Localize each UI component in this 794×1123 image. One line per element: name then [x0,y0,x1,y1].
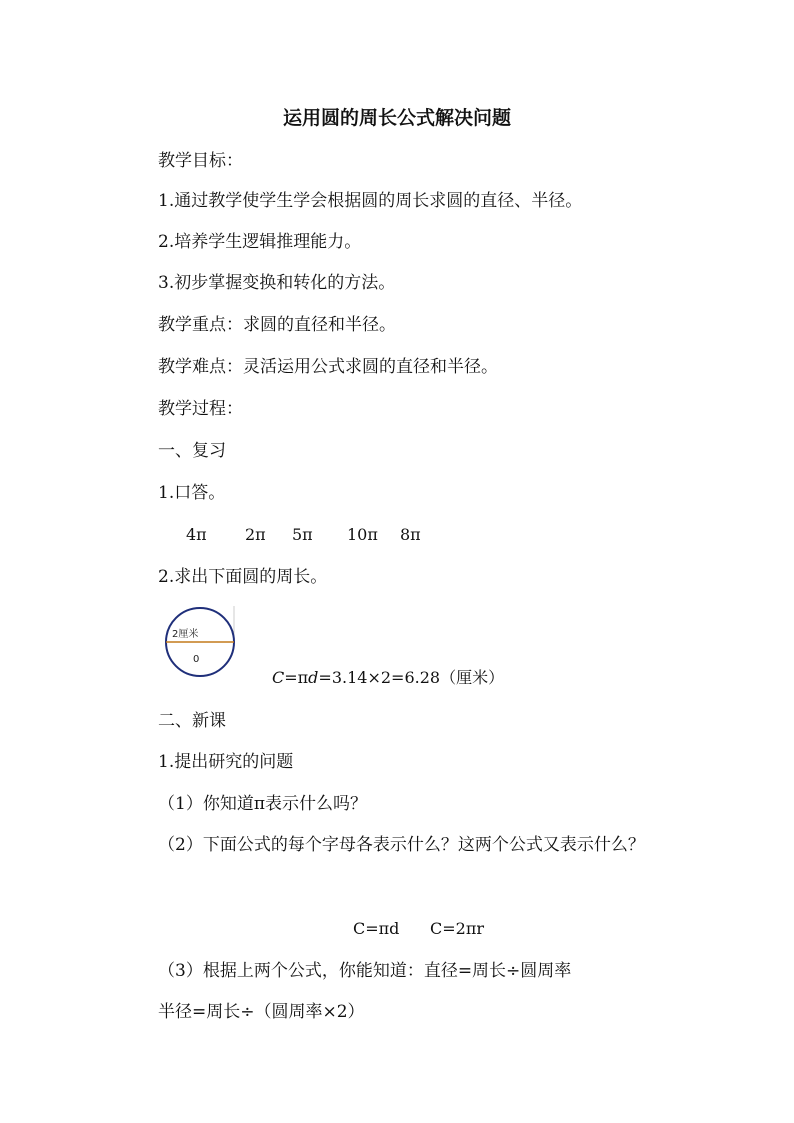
formula-var-c: C [272,668,285,687]
goal-1: 1.通过教学使学生学会根据圆的周长求圆的直径、半径。 [158,191,583,211]
circumference-calculation [272,667,504,689]
radius-formula-text: 半径=周长÷（圆周率×2） [158,1002,365,1022]
center-label: 0 [193,654,200,665]
pi-value: 10π [347,525,378,544]
pi-value: 5π [292,525,313,544]
formula-eq-pi: =π [284,668,309,687]
formula-var-d: d [308,668,319,687]
key-point: 教学重点：求圆的直径和半径。 [158,315,396,335]
diameter-label: 2厘米 [172,629,199,640]
pi-value: 4π [186,525,207,544]
question-1: （1）你知道π表示什么吗？ [158,794,367,814]
section-review-heading: 一、复习 [158,441,226,461]
section-new-lesson-heading: 二、新课 [158,711,226,731]
formula-diameter: C=πd [353,919,400,938]
pi-value: 8π [400,525,421,544]
goal-3: 3.初步掌握变换和转化的方法。 [158,273,396,293]
question-2: （2）下面公式的每个字母各表示什么？这两个公式又表示什么？ [158,835,645,855]
circle-diagram [162,606,242,678]
goal-2: 2.培养学生逻辑推理能力。 [158,232,362,252]
circumference-question: 2.求出下面圆的周长。 [158,567,328,587]
formula-result: =3.14×2=6.28（厘米） [318,668,505,687]
document-title: 运用圆的周长公式解决问题 [282,107,511,129]
research-question-heading: 1.提出研究的问题 [158,752,294,772]
pi-value: 2π [245,525,266,544]
teaching-goals-heading: 教学目标： [158,151,243,171]
formula-radius: C=2πr [430,919,484,938]
circle-figure [162,606,242,682]
oral-answer-item: 1.口答。 [158,483,226,503]
difficult-point: 教学难点：灵活运用公式求圆的直径和半径。 [158,357,498,377]
question-3: （3）根据上两个公式，你能知道：直径=周长÷圆周率 [158,961,572,981]
teaching-process-heading: 教学过程： [158,399,243,419]
